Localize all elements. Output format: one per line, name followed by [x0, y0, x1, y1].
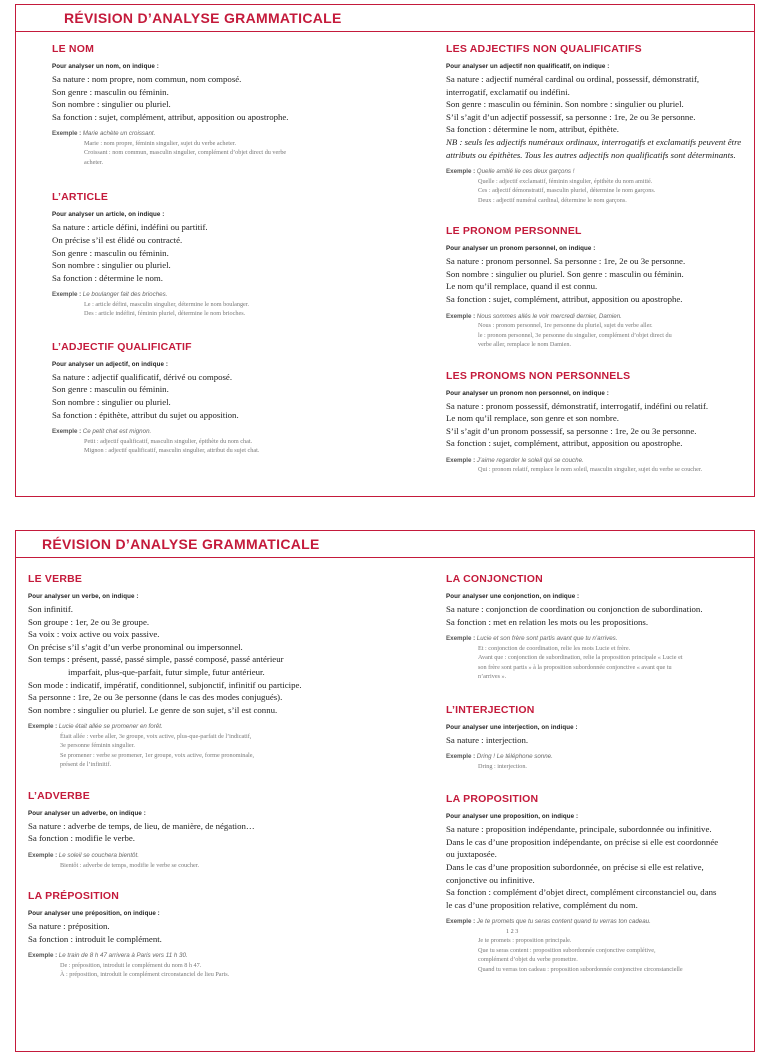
- rule-line: Sa nature : interjection.: [446, 734, 529, 745]
- example-label: Exemple :: [446, 312, 476, 320]
- rule-line: Son genre : masculin ou féminin.: [52, 384, 169, 395]
- example-sentence: Lucie était allée se promener en forêt.: [58, 723, 163, 731]
- example-sentence: Le train de 8 h 47 arrivera à Paris vers 11 h 30.: [58, 952, 188, 960]
- rule-line: Son temps : présent, passé, passé simple, passé composé, passé antérieur: [28, 654, 284, 665]
- example-detail: Mignon : adjectif qualificatif, masculin singulier, attribut du sujet chat.: [84, 447, 260, 455]
- rule-line: On précise s’il s’agit d’un verbe pronominal ou impersonnel.: [28, 641, 243, 652]
- example-label: Exemple :: [28, 852, 58, 860]
- section-heading: LA PROPOSITION: [446, 793, 539, 806]
- example-detail: Se promener : verbe se promener, 1er groupe, voix active, forme pronominale,: [60, 751, 255, 759]
- example-label: Exemple :: [28, 723, 58, 731]
- example-detail: complément d’objet du verbe promettre.: [478, 956, 578, 964]
- section-le-verbe: [28, 573, 358, 770]
- example-header: [446, 634, 746, 644]
- rule-line: Sa fonction : met en relation les mots ou les propositions.: [446, 616, 649, 627]
- section-heading: LES ADJECTIFS NON QUALIFICATIFS: [446, 43, 642, 55]
- example-header: [28, 951, 358, 961]
- example-label: Exemple :: [52, 428, 82, 436]
- example-block: [28, 722, 358, 770]
- example-detail: Et : conjonction de coordination, relie les mots Lucie et frère.: [478, 644, 631, 652]
- example-detail: Le : article défini, masculin singulier, détermine le nom boulanger.: [84, 300, 250, 308]
- rule-line: Sa nature : adverbe de temps, de lieu, de manière, de négation…: [28, 820, 255, 831]
- example-detail: Quelle : adjectif exclamatif, féminin singulier, épithète du nom amitié.: [478, 177, 653, 185]
- right-column: [446, 573, 746, 974]
- nb-line: NB : seuls les adjectifs numéraux ordinaux, interrogatifs et exclamatifs peuvent être: [446, 136, 742, 147]
- section-la-préposition: [28, 890, 358, 980]
- nb-line: attributs ou épithètes. Tous les autres adjectifs non qualificatifs sont déterminants.: [446, 149, 736, 160]
- example-block: [446, 917, 746, 974]
- example-block: [446, 634, 746, 682]
- example-label: Exemple :: [446, 918, 476, 926]
- example-detail: verbe aller, remplace le nom Damien.: [478, 341, 572, 349]
- rule-line: S’il s’agit d’un adjectif possessif, sa personne : 1re, 2e ou 3e personne.: [446, 111, 696, 122]
- rule-line: Sa fonction : sujet, complément, attribut, apposition ou apostrophe.: [446, 438, 683, 449]
- example-label: Exemple :: [52, 130, 82, 138]
- section-les-adjectifs-non-qualificatifs: [446, 43, 746, 205]
- rule-line: Son groupe : 1er, 2e ou 3e groupe.: [28, 616, 150, 627]
- example-block: [446, 312, 746, 350]
- section-intro: Pour analyser un verbe, on indique :: [28, 593, 139, 600]
- rule-line: Son nombre : singulier ou pluriel.: [52, 397, 171, 408]
- rule-line: Sa fonction : modifie le verbe.: [28, 833, 135, 844]
- example-detail: Bientôt : adverbe de temps, modifie le verbe se coucher.: [60, 861, 199, 869]
- example-header: [52, 129, 382, 139]
- example-label: Exemple :: [446, 635, 476, 643]
- example-detail: Dring : interjection.: [478, 762, 527, 770]
- section-intro: Pour analyser un adjectif non qualificatif, on indique :: [446, 63, 610, 70]
- sheet-title: RÉVISION D’ANALYSE GRAMMATICALE: [16, 531, 754, 558]
- example-header: [28, 722, 358, 732]
- section-heading: L’INTERJECTION: [446, 703, 535, 716]
- example-detail: De : préposition, introduit le complément du nom 8 h 47.: [60, 961, 202, 969]
- rule-line: Sa nature : pronom possessif, démonstratif, interrogatif, indéfini ou relatif.: [446, 400, 709, 411]
- section-heading: L’ADVERBE: [28, 789, 90, 802]
- section-l-adjectif-qualificatif: [52, 341, 382, 456]
- section-intro: Pour analyser une préposition, on indique :: [28, 910, 160, 918]
- section-heading: LES PRONOMS NON PERSONNELS: [446, 369, 631, 382]
- example-label: Exemple :: [446, 168, 476, 176]
- section-intro: Pour analyser un adjectif, on indique :: [52, 360, 168, 368]
- rule-line: Son mode : indicatif, impératif, conditionnel, subjonctif, infinitif ou participe.: [28, 679, 302, 690]
- example-detail: n’arrives ».: [478, 673, 507, 681]
- example-detail: Je te promets : proposition principale.: [478, 937, 572, 945]
- section-la-proposition: [446, 793, 746, 974]
- example-block: [446, 167, 746, 205]
- example-sentence: Le soleil se couchera bientôt.: [58, 852, 139, 860]
- rule-line: Sa voix : voix active ou voix passive.: [28, 629, 160, 640]
- example-detail: Marie : nom propre, féminin singulier, sujet du verbe acheter.: [84, 139, 236, 147]
- rule-line: Son nombre : singulier ou pluriel. Le genre de son sujet, s’il est connu.: [28, 704, 278, 715]
- rule-line: Sa fonction : épithète, attribut du sujet ou apposition.: [52, 409, 239, 420]
- example-block: [52, 290, 382, 319]
- example-header: [446, 917, 746, 927]
- rule-line: Sa fonction : détermine le nom, attribut, épithète.: [446, 124, 619, 135]
- example-label: Exemple :: [52, 291, 82, 299]
- example-sentence: J’aime regarder le soleil qui se couche.: [476, 456, 584, 464]
- rule-line: Sa nature : adjectif qualificatif, dérivé ou composé.: [52, 371, 233, 382]
- example-sentence: Dring ! Le téléphone sonne.: [476, 753, 553, 761]
- right-column: [446, 43, 746, 475]
- rule-line: Sa fonction : sujet, complément, attribut, apposition ou apostrophe.: [446, 293, 683, 304]
- section-le-pronom-personnel: [446, 225, 746, 349]
- section-heading: LE NOM: [52, 43, 95, 55]
- rule-line: Sa nature : proposition indépendante, principale, subordonnée ou infinitive.: [446, 824, 712, 835]
- example-detail: Que tu seras content : proposition subordonnée conjonctive complétive,: [478, 946, 656, 954]
- example-detail: Qui : pronom relatif, remplace le nom soleil, masculin singulier, sujet du verbe se coucher.: [478, 466, 703, 474]
- section-heading: L’ARTICLE: [52, 191, 109, 204]
- example-detail: son frère sont partis » à la proposition subordonnée conjonctive « avant que tu: [478, 663, 672, 671]
- example-detail: Deux : adjectif numéral cardinal, détermine le nom garçons.: [478, 196, 627, 204]
- rule-line: le cas d’une proposition relative, complément du nom.: [446, 899, 638, 910]
- example-header: [446, 312, 746, 322]
- example-sentence: Le boulanger fait des brioches.: [82, 291, 168, 299]
- sheet-title: RÉVISION D’ANALYSE GRAMMATICALE: [16, 5, 754, 32]
- example-block: [28, 951, 358, 980]
- rule-line: Son nombre : singulier ou pluriel. Son genre : masculin ou féminin.: [446, 268, 684, 279]
- section-heading: LE VERBE: [28, 573, 83, 585]
- section-intro: Pour analyser un article, on indique :: [52, 211, 165, 219]
- rule-line: Dans le cas d’une proposition indépendante, on précise si elle est coordonnée: [446, 836, 719, 847]
- rule-line: Sa fonction : complément d’objet direct, complément circonstanciel ou, dans: [446, 887, 717, 898]
- section-les-pronoms-non-personnels: [446, 370, 746, 475]
- section-heading: LA CONJONCTION: [446, 573, 543, 585]
- example-label: Exemple :: [446, 753, 476, 761]
- example-header: [28, 851, 358, 861]
- example-sentence: Quelle amitié lie ces deux garçons !: [476, 168, 575, 176]
- section-le-nom: [52, 43, 382, 167]
- example-detail: le : pronom personnel, 3e personne du singulier, complément d’objet direct du: [478, 331, 672, 339]
- example-sentence: Marie achète un croissant.: [82, 130, 156, 138]
- example-detail: Petit : adjectif qualificatif, masculin singulier, épithète du nom chat.: [84, 437, 253, 445]
- example-header: [52, 427, 382, 437]
- revision-sheet-2: [15, 530, 755, 1052]
- example-header: [446, 456, 746, 466]
- rule-line: Son genre : masculin ou féminin.: [52, 86, 169, 97]
- example-detail: 3e personne féminin singulier.: [60, 742, 135, 750]
- example-sentence: Ce petit chat est mignon.: [82, 428, 152, 436]
- section-heading: L’ADJECTIF QUALIFICATIF: [52, 340, 192, 353]
- rule-line: interrogatif, exclamatif ou indéfini.: [446, 86, 570, 97]
- rule-line: Son genre : masculin ou féminin. Son nombre : singulier ou pluriel.: [446, 99, 684, 110]
- section-intro: Pour analyser un pronom personnel, on indique :: [446, 245, 596, 253]
- rule-line: Sa fonction : introduit le complément.: [28, 933, 162, 944]
- example-header: [52, 290, 382, 300]
- left-column: [28, 573, 358, 980]
- example-label: Exemple :: [28, 952, 58, 960]
- revision-sheet-1: [15, 4, 755, 497]
- example-detail: Croissant : nom commun, masculin singulier, complément d’objet direct du verbe: [84, 149, 287, 157]
- left-column: [52, 43, 382, 456]
- section-intro: Pour analyser un adverbe, on indique :: [28, 809, 146, 817]
- rule-line: Sa fonction : détermine le nom.: [52, 272, 163, 283]
- example-detail: Ces : adjectif démonstratif, masculin pluriel, détermine le nom garçons.: [478, 187, 656, 195]
- example-detail: Des : article indéfini, féminin pluriel, détermine le nom brioches.: [84, 310, 246, 318]
- rule-line: On précise s’il est élidé ou contracté.: [52, 234, 183, 245]
- rule-line: Son nombre : singulier ou pluriel.: [52, 99, 171, 110]
- section-l-interjection: [446, 704, 746, 772]
- rule-line: Sa nature : article défini, indéfini ou partitif.: [52, 222, 208, 233]
- example-detail: À : préposition, introduit le complément circonstanciel de lieu Paris.: [60, 971, 230, 979]
- rule-line: ou juxtaposée.: [446, 849, 497, 860]
- rule-line: Sa fonction : sujet, complément, attribut, apposition ou apostrophe.: [52, 111, 289, 122]
- example-detail: Nous : pronom personnel, 1re personne du pluriel, sujet du verbe aller.: [478, 322, 653, 330]
- rule-line: Son infinitif.: [28, 604, 73, 614]
- rule-line: Sa nature : conjonction de coordination ou conjonction de subordination.: [446, 604, 703, 614]
- rule-line: Dans le cas d’une proposition subordonnée, on précise si elle est relative,: [446, 862, 704, 873]
- example-block: [446, 456, 746, 475]
- example-detail: présent de l’infinitif.: [60, 761, 112, 769]
- example-sentence: Nous sommes allés le voir mercredi dernier, Damien.: [476, 312, 622, 320]
- rule-line: Le nom qu’il remplace, son genre et son nombre.: [446, 413, 619, 424]
- example-block: [446, 752, 746, 771]
- section-l-article: [52, 191, 382, 318]
- example-detail: Était allée : verbe aller, 3e groupe, voix active, plus-que-parfait de l’indicatif,: [60, 732, 252, 740]
- example-label: Exemple :: [446, 456, 476, 464]
- rule-line: Sa nature : nom propre, nom commun, nom composé.: [52, 74, 242, 84]
- example-detail: acheter.: [84, 158, 104, 166]
- rule-line: imparfait, plus-que-parfait, futur simple, futur antérieur.: [68, 666, 265, 677]
- example-sentence: Je te promets que tu seras content quand tu verras ton cadeau.: [476, 918, 651, 926]
- example-detail: Quand tu verras ton cadeau : proposition subordonnée conjonctive circonstancielle: [478, 965, 683, 973]
- rule-line: Sa nature : pronom personnel. Sa personne : 1re, 2e ou 3e personne.: [446, 256, 686, 267]
- rule-line: Sa nature : adjectif numéral cardinal ou ordinal, possessif, démonstratif,: [446, 74, 700, 84]
- example-proposition-numbers: 1 2 3: [506, 927, 519, 935]
- section-intro: Pour analyser une interjection, on indique :: [446, 723, 578, 731]
- rule-line: Sa personne : 1re, 2e ou 3e personne (dans le cas des modes conjugués).: [28, 692, 283, 703]
- section-la-conjonction: [446, 573, 746, 682]
- example-block: [52, 427, 382, 456]
- section-heading: LE PRONOM PERSONNEL: [446, 225, 582, 238]
- example-block: [52, 129, 382, 167]
- section-l-adverbe: [28, 790, 358, 870]
- rule-line: Le nom qu’il remplace, quand il est connu.: [446, 281, 598, 292]
- rule-line: conjonctive ou infinitive.: [446, 874, 535, 885]
- section-intro: Pour analyser une conjonction, on indique :: [446, 593, 580, 600]
- example-detail: Avant que : conjonction de subordination, relie la proposition principale « Lucie et: [478, 654, 683, 662]
- rule-line: S’il s’agit d’un pronom possessif, sa personne : 1re, 2e ou 3e personne.: [446, 425, 697, 436]
- section-intro: Pour analyser un nom, on indique :: [52, 63, 159, 70]
- section-intro: Pour analyser un pronom non personnel, on indique :: [446, 389, 609, 397]
- example-block: [28, 851, 358, 870]
- rule-line: Son genre : masculin ou féminin.: [52, 247, 169, 258]
- section-intro: Pour analyser une proposition, on indique :: [446, 813, 579, 821]
- example-header: [446, 167, 746, 177]
- rule-line: Sa nature : préposition.: [28, 921, 110, 932]
- example-header: [446, 752, 746, 762]
- section-heading: LA PRÉPOSITION: [28, 890, 120, 903]
- rule-line: Son nombre : singulier ou pluriel.: [52, 260, 171, 271]
- example-sentence: Lucie et son frère sont partis avant que tu n’arrives.: [476, 635, 618, 643]
